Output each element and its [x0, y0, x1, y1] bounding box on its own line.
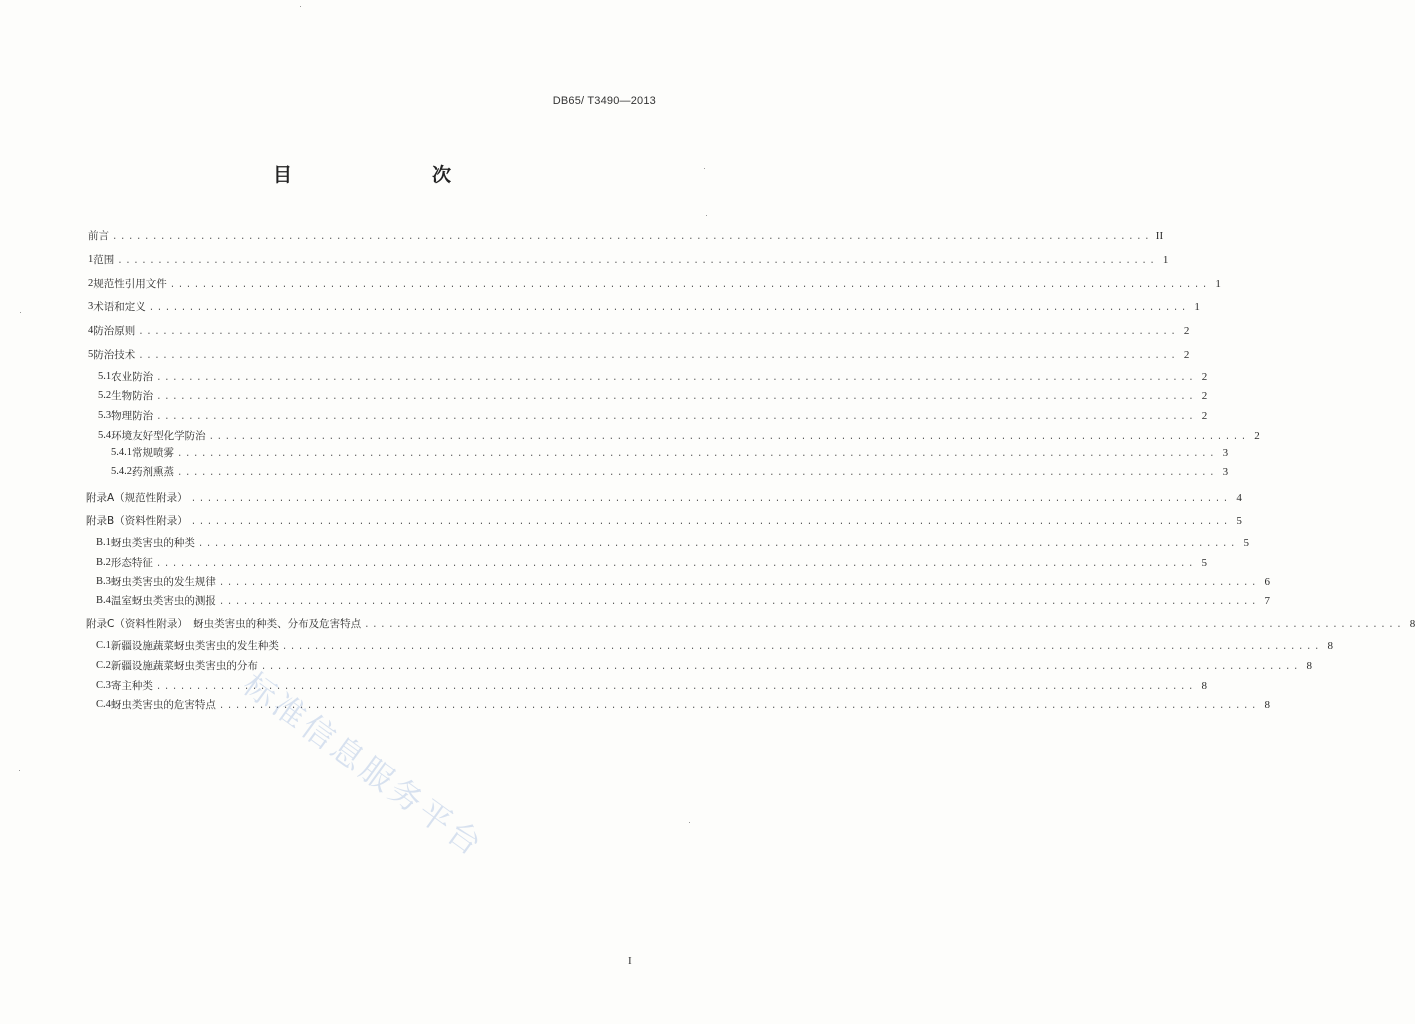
toc-page: 2 [1201, 390, 1208, 402]
toc-number: 5.4.1 [111, 447, 132, 458]
toc-entry-2[interactable] [88, 273, 1221, 291]
toc-number: B.4 [96, 595, 111, 606]
toc-entry-b-3[interactable] [96, 571, 1271, 589]
toc-entry-appendix-c[interactable] [86, 613, 1415, 631]
toc-number: 2 [88, 278, 94, 289]
toc-label: 附录C（资料性附录） 蚜虫类害虫的种类、分布及危害特点 [86, 618, 362, 630]
toc-label: 附录B（资料性附录） [86, 515, 188, 527]
leader-dots: .................................................................................................................................. [148, 303, 1189, 313]
toc-label: 农业防治 [111, 371, 154, 383]
toc-entry-appendix-b[interactable] [86, 510, 1242, 528]
toc-entry-3[interactable] [88, 296, 1200, 314]
toc-label: 形态特征 [110, 557, 153, 569]
toc-number: 3 [88, 301, 94, 312]
leader-dots: .................................................................................................................................. [190, 494, 1231, 504]
toc-label: 规范性引用文件 [93, 278, 167, 290]
toc-entry-c-3[interactable] [96, 675, 1208, 693]
scan-speck [689, 822, 690, 823]
leader-dots: .................................................................................................................................. [260, 662, 1302, 672]
toc-label: 生物防治 [111, 390, 154, 402]
leader-dots: .................................................................................................................................. [155, 559, 1197, 569]
toc-label: 蚜虫类害虫的种类 [110, 537, 195, 549]
leader-dots: .................................................................................................................................. [117, 256, 1158, 266]
toc-label: 范围 [93, 254, 115, 266]
toc-label: 术语和定义 [93, 301, 146, 313]
leader-dots: .................................................................................................................................. [156, 412, 1197, 422]
leader-dots: .................................................................................................................................. [190, 517, 1231, 527]
page-number: I [628, 955, 632, 967]
toc-label: 防治技术 [93, 349, 136, 361]
toc-page: 2 [1183, 349, 1190, 361]
toc-label: 温室蚜虫类害虫的测报 [110, 595, 216, 607]
toc-entry-5-2[interactable] [98, 385, 1208, 403]
toc-label: 药剂熏蒸 [132, 466, 174, 478]
toc-label: 新疆设施蔬菜蚜虫类害虫的发生种类 [110, 640, 279, 652]
toc-entry-c-4[interactable] [96, 694, 1271, 712]
toc-page: 1 [1162, 254, 1169, 266]
leader-dots: .................................................................................................................................. [208, 432, 1249, 442]
toc-number: 5.2 [98, 390, 112, 401]
leader-dots: .................................................................................................................................. [364, 620, 1405, 630]
toc-number: 5 [88, 349, 94, 360]
toc-number: 5.4.2 [111, 466, 132, 477]
toc-page: 8 [1264, 699, 1271, 711]
scan-speck [300, 6, 301, 7]
toc-label: 防治原则 [93, 325, 136, 337]
toc-entry-4[interactable] [88, 320, 1190, 338]
toc-entry-5-1[interactable] [98, 366, 1208, 384]
toc-label: 新疆设施蔬菜蚜虫类害虫的分布 [110, 660, 258, 672]
toc-page: 2 [1201, 371, 1208, 383]
toc-label: 蚜虫类害虫的危害特点 [110, 699, 216, 711]
toc-number: 5.3 [98, 410, 112, 421]
scan-speck [704, 168, 705, 169]
toc-label: 附录A（规范性附录） [86, 492, 188, 504]
toc-page: 4 [1236, 492, 1242, 504]
toc-number: 4 [88, 325, 94, 336]
toc-page: 2 [1254, 430, 1260, 442]
toc-number: C.3 [96, 680, 111, 691]
toc-number: 5.1 [98, 371, 112, 382]
toc-entry-c-2[interactable] [96, 655, 1313, 673]
leader-dots: .................................................................................................................................. [138, 351, 1179, 361]
toc-number: C.1 [96, 640, 111, 651]
toc-page: 2 [1183, 325, 1190, 337]
toc-number: B.3 [96, 576, 111, 587]
leader-dots: .................................................................................................................................. [156, 373, 1197, 383]
scan-speck [706, 215, 707, 216]
toc-page: 6 [1264, 576, 1271, 588]
page-title: 目 次 [272, 164, 485, 186]
toc-entry-b-1[interactable] [96, 532, 1250, 550]
leader-dots: .................................................................................................................................. [177, 468, 1218, 478]
toc-page: 7 [1264, 595, 1271, 607]
toc-entry-1[interactable] [88, 249, 1169, 267]
toc-page: 1 [1215, 278, 1221, 290]
toc-entry-5-3[interactable] [98, 405, 1208, 423]
leader-dots: .................................................................................................................................. [177, 449, 1218, 459]
toc-page: II [1155, 230, 1164, 242]
toc-page: 8 [1306, 660, 1313, 672]
toc-label: 寄主种类 [110, 680, 153, 692]
toc-entry-5-4[interactable] [98, 425, 1260, 443]
toc-entry-b-4[interactable] [96, 590, 1271, 608]
toc-page: 3 [1222, 447, 1229, 459]
toc-entry-5[interactable] [88, 344, 1190, 362]
leader-dots: .................................................................................................................................. [281, 642, 1323, 652]
leader-dots: .................................................................................................................................. [138, 327, 1179, 337]
toc-page: 8 [1327, 640, 1334, 652]
standard-code: DB65/ T3490—2013 [552, 95, 656, 107]
toc-page: 3 [1222, 466, 1229, 478]
scan-speck [20, 312, 21, 313]
toc-page: 8 [1201, 680, 1208, 692]
toc-label: 环境友好型化学防治 [111, 430, 206, 442]
toc-number: C.2 [96, 660, 111, 671]
toc-number: B.2 [96, 557, 111, 568]
toc-page: 5 [1236, 515, 1242, 527]
watermark: 标准信息服务平台 [236, 664, 492, 865]
toc-number: 5.4 [98, 430, 112, 441]
toc-entry-c-1[interactable] [96, 635, 1334, 653]
leader-dots: .................................................................................................................................. [197, 539, 1239, 549]
toc-page: 8 [1409, 618, 1415, 630]
toc-entry-5-4-1[interactable] [111, 442, 1229, 460]
leader-dots: .................................................................................................................................. [218, 701, 1260, 711]
leader-dots: .................................................................................................................................. [112, 232, 1153, 242]
toc-label: 物理防治 [111, 410, 154, 422]
toc-label: 蚜虫类害虫的发生规律 [110, 576, 216, 588]
scan-speck [19, 770, 20, 771]
leader-dots: .................................................................................................................................. [155, 682, 1197, 692]
leader-dots: .................................................................................................................................. [169, 280, 1210, 290]
toc-entry-foreword[interactable] [88, 225, 1164, 243]
toc-entry-appendix-a[interactable] [86, 487, 1242, 505]
toc-entry-5-4-2[interactable] [111, 461, 1229, 479]
toc-label: 常规喷雾 [132, 447, 174, 459]
toc-number: B.1 [96, 537, 111, 548]
leader-dots: .................................................................................................................................. [218, 578, 1260, 588]
leader-dots: .................................................................................................................................. [218, 597, 1260, 607]
toc-page: 5 [1243, 537, 1250, 549]
toc-page: 1 [1194, 301, 1200, 313]
toc-number: 1 [88, 254, 94, 265]
toc-number: C.4 [96, 699, 111, 710]
leader-dots: .................................................................................................................................. [156, 392, 1197, 402]
toc-page: 5 [1201, 557, 1208, 569]
toc-label: 前言 [88, 230, 109, 242]
toc-page: 2 [1201, 410, 1208, 422]
toc-entry-b-2[interactable] [96, 552, 1208, 570]
